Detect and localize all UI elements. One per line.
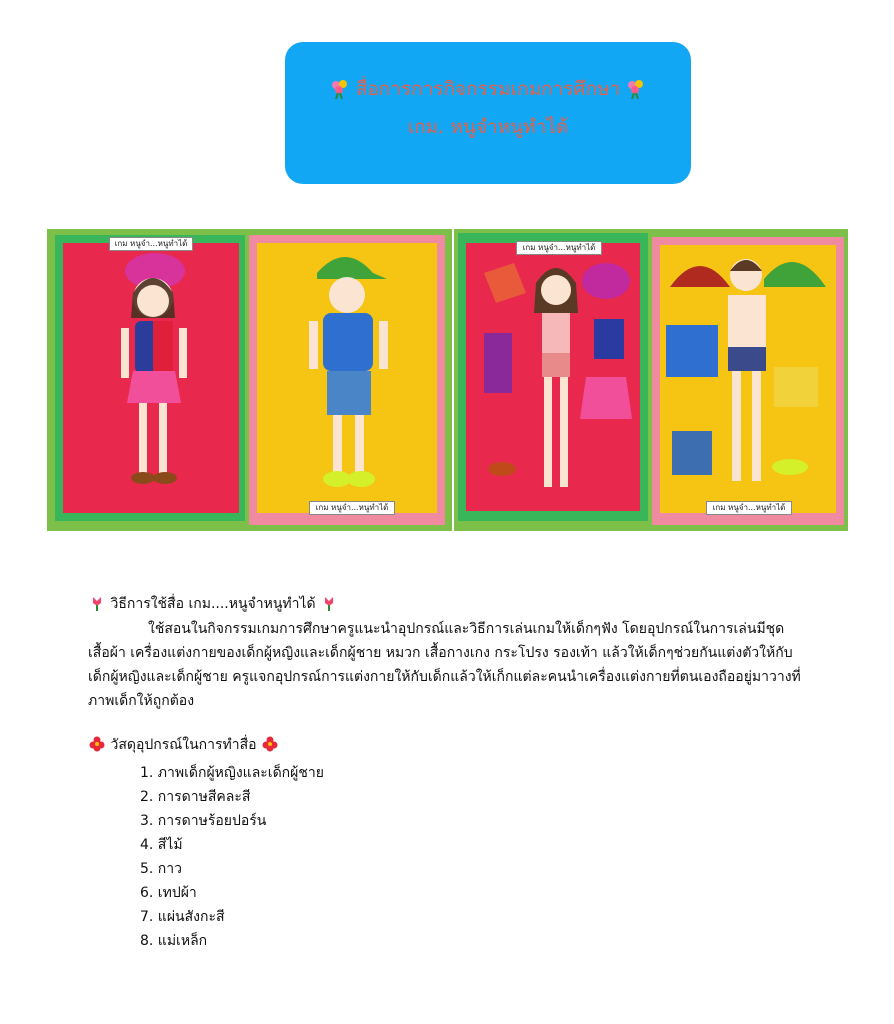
title-text-1: สื่อการการกิจกรรมเกมการศึกษา <box>355 78 621 100</box>
list-item: 4. สีไม้ <box>140 837 183 853</box>
bouquet-icon <box>626 79 646 99</box>
usage-paragraph-text: ใช้สอนในกิจกรรมเกมการศึกษาครูแนะนำอุปกรณ์และวิธีการเล่นเกมให้เด็กๆฟัง โดยอุปกรณ์ในการเล่นมีชุดเสื้อผ้า เครื่องแต่งกายของเด็กผู้หญิงและเด็กผู้ชาย หมวก เสื้อกางเกง กระโปรง รองเท้า แล้วให้เด็กๆช่วยกันแต่งตัวให้กับเด็กผู้หญิงและเด็กผู้ชาย ครูแจกอุปกรณ์การแต่งกายให้กับเด็กแล้วให้เก็กแต่ละคนนำเครื่องแต่งกายที่ตนเองถืออยู่มาวางที่ภาพเด็กให้ถูกต้อง <box>88 621 801 709</box>
list-item: 2. การดาษสีคละสี <box>140 789 251 805</box>
bouquet-icon <box>330 79 350 99</box>
red-board <box>466 243 640 511</box>
yellow-board <box>660 245 836 513</box>
title-line-2: เกม. หนูจำหนูทำได้ <box>407 116 569 138</box>
red-board <box>63 243 239 513</box>
boy-doll-image <box>257 243 437 513</box>
tulip-icon <box>89 595 105 611</box>
boy-undressed-image <box>660 245 836 513</box>
usage-paragraph <box>88 617 808 713</box>
hibiscus-icon <box>262 736 278 752</box>
list-item: 7. แผ่นสังกะสี <box>140 909 225 925</box>
activity-photos <box>47 229 848 531</box>
game-label: เกม หนูจำ...หนูทำได้ <box>309 501 395 515</box>
usage-heading-text: วิธีการใช้สื่อ เกม....หนูจำหนูทำได้ <box>110 596 316 612</box>
list-item: 6. เทปผ้า <box>140 885 197 901</box>
hibiscus-icon <box>89 736 105 752</box>
game-label: เกม หนูจำ...หนูทำได้ <box>706 501 792 515</box>
yellow-board <box>257 243 437 513</box>
materials-list <box>140 761 324 953</box>
photo-dressed-dolls <box>47 229 452 531</box>
materials-heading-text: วัสดุอุปกรณ์ในการทำสื่อ <box>110 737 257 753</box>
photo-undressed-dolls <box>454 229 848 531</box>
title-line-1 <box>285 74 691 104</box>
girl-doll-image <box>63 243 239 513</box>
list-item: 3. การดาษร้อยปอร์น <box>140 813 267 829</box>
tulip-icon <box>321 595 337 611</box>
girl-undressed-image <box>466 243 640 511</box>
list-item: 1. ภาพเด็กผู้หญิงและเด็กผู้ชาย <box>140 765 324 781</box>
game-label: เกม หนูจำ...หนูทำได้ <box>516 241 602 255</box>
materials-heading <box>88 734 279 756</box>
usage-heading <box>88 593 338 615</box>
list-item: 8. แม่เหล็ก <box>140 933 208 949</box>
game-label: เกม หนูจำ...หนูทำได้ <box>109 237 193 251</box>
list-item: 5. กาว <box>140 861 183 877</box>
title-banner <box>285 42 691 184</box>
